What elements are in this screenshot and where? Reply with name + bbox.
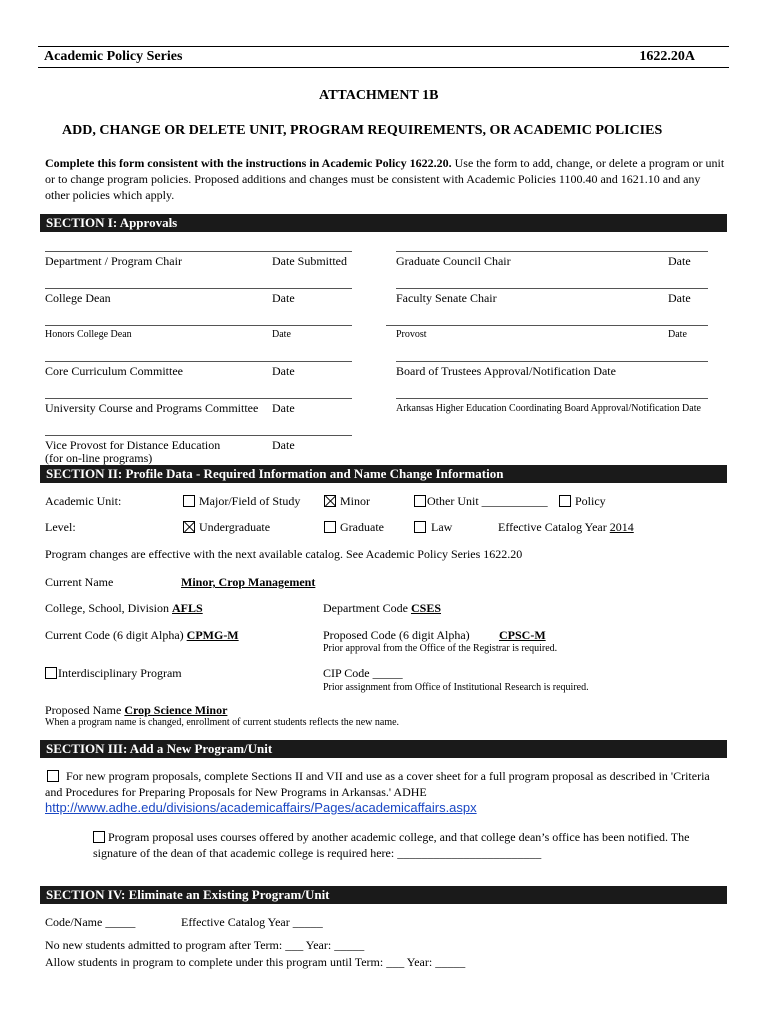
dept-code-label: Department Code	[323, 601, 408, 615]
catalog-year-label: Effective Catalog Year	[498, 520, 607, 534]
section2-header: SECTION II: Profile Data - Required Information and Name Change Information	[40, 465, 727, 483]
proposed-name-value: Crop Science Minor	[124, 703, 228, 717]
policy-number: 1622.20A	[639, 49, 695, 64]
law-label: Law	[431, 520, 453, 534]
graduate-label: Graduate	[340, 520, 384, 534]
sig-label-core-curriculum: Core Curriculum Committee	[45, 364, 183, 378]
section3-header: SECTION III: Add a New Program/Unit	[40, 740, 727, 758]
signature-line[interactable]	[396, 251, 708, 252]
cip-blank: _____	[372, 666, 403, 680]
intro-paragraph	[45, 155, 725, 203]
minor-label: Minor	[340, 494, 370, 508]
sig-label-provost: Provost	[396, 329, 427, 340]
college-value: AFLS	[172, 601, 203, 615]
name-change-note: When a program name is changed, enrollment of current students reflects the new name.	[45, 717, 400, 728]
signature-line[interactable]	[45, 288, 352, 289]
code-name-field[interactable]	[45, 915, 135, 930]
signature-line[interactable]	[45, 361, 352, 362]
adhe-link[interactable]: http://www.adhe.edu/divisions/academicaffairs/Pages/academicaffairs.aspx	[45, 800, 477, 815]
interdisciplinary-checkbox[interactable]	[45, 667, 57, 679]
signature-line[interactable]	[396, 361, 708, 362]
code-name-label: Code/Name	[45, 915, 103, 929]
proposed-code-label: Proposed Code (6 digit Alpha)	[323, 628, 470, 642]
sig-date-course-programs: Date	[272, 401, 295, 415]
graduate-checkbox[interactable]	[324, 521, 336, 533]
sig-label-board-trustees: Board of Trustees Approval/Notification Date	[396, 364, 616, 378]
elim-catalog-year-label: Effective Catalog Year	[181, 915, 290, 929]
signature-line[interactable]	[396, 288, 708, 289]
effective-note: Program changes are effective with the next available catalog. See Academic Policy Series 1622.20	[45, 547, 523, 561]
catalog-year-field[interactable]	[498, 520, 634, 535]
dept-code-value: CSES	[410, 601, 442, 615]
current-code-field[interactable]	[45, 628, 239, 643]
interdisciplinary-label: Interdisciplinary Program	[58, 666, 182, 680]
other-unit-checkbox[interactable]	[414, 495, 426, 507]
current-code-label: Current Code (6 digit Alpha)	[45, 628, 184, 642]
sig-label-faculty-senate: Faculty Senate Chair	[396, 291, 497, 305]
proposed-code-value[interactable]: CPSC-M	[499, 628, 546, 642]
sig-date-grad-council: Date	[668, 254, 691, 268]
sig-date-honors-dean: Date	[272, 329, 291, 340]
proposed-name-field[interactable]	[45, 703, 227, 718]
proposed-name-label: Proposed Name	[45, 703, 122, 717]
cip-note: Prior assignment from Office of Institutional Research is required.	[323, 682, 589, 693]
dept-code-field[interactable]	[323, 601, 441, 616]
section1-header: SECTION I: Approvals	[40, 214, 727, 232]
sig-label-honors-dean: Honors College Dean	[45, 329, 132, 340]
college-label: College, School, Division	[45, 601, 169, 615]
policy-label: Policy	[575, 494, 606, 508]
sig-date-core-curriculum: Date	[272, 364, 295, 378]
undergraduate-checkbox[interactable]	[183, 521, 195, 533]
catalog-year-value: 2014	[609, 520, 634, 534]
major-label: Major/Field of Study	[199, 494, 301, 508]
sig-label-course-programs: University Course and Programs Committee	[45, 401, 259, 415]
attachment-label: ATTACHMENT 1B	[319, 88, 439, 103]
other-unit-label: Other Unit ___________	[427, 494, 548, 508]
sig-label-dept-chair: Department / Program Chair	[45, 254, 182, 268]
sig-label-vice-provost: Vice Provost for Distance Education	[45, 438, 221, 452]
policy-series: Academic Policy Series	[44, 49, 183, 64]
form-title: ADD, CHANGE OR DELETE UNIT, PROGRAM REQUIREMENTS, OR ACADEMIC POLICIES	[62, 123, 663, 138]
other-college-courses-label: Program proposal uses courses offered by another academic college, and that college dean’s office has been notified. The signature of the dean of that academic college is required here: ________________________	[93, 830, 690, 860]
signature-line[interactable]	[396, 398, 708, 399]
elim-catalog-year-field[interactable]	[181, 915, 323, 930]
minor-checkbox[interactable]	[324, 495, 336, 507]
signature-line[interactable]	[45, 251, 352, 252]
academic-unit-label: Academic Unit:	[45, 494, 122, 508]
signature-line[interactable]	[45, 435, 352, 436]
elim-catalog-year-blank: _____	[292, 915, 323, 929]
code-name-blank: _____	[105, 915, 136, 929]
signature-line[interactable]	[386, 325, 708, 326]
proposed-code-note: Prior approval from the Office of the Registrar is required.	[323, 643, 558, 654]
sig-label-college-dean: College Dean	[45, 291, 111, 305]
policy-checkbox[interactable]	[559, 495, 571, 507]
signature-line[interactable]	[45, 325, 352, 326]
current-name-label: Current Name	[45, 575, 114, 589]
intro-bold: Complete this form consistent with the instructions in Academic Policy 1622.20.	[45, 156, 452, 170]
college-field[interactable]	[45, 601, 203, 616]
sig-date-provost: Date	[668, 329, 687, 340]
current-name-value[interactable]: Minor, Crop Management	[181, 575, 316, 589]
level-label: Level:	[45, 520, 76, 534]
intro-text: Use the form to add, change, or delete a program or unit or to change program policies. Proposed additions and changes must be consistent with Academic Policies 1100.40 and 1621.10 and any other policies which apply.	[45, 156, 725, 202]
current-code-value: CPMG-M	[186, 628, 239, 642]
cip-label: CIP Code	[323, 666, 370, 680]
document-header	[38, 46, 729, 68]
sig-sublabel-vice-provost: (for on-line programs)	[45, 451, 153, 465]
sig-label-grad-council: Graduate Council Chair	[396, 254, 511, 268]
major-checkbox[interactable]	[183, 495, 195, 507]
undergraduate-label: Undergraduate	[199, 520, 271, 534]
sig-date-dept-chair: Date Submitted	[272, 254, 347, 268]
sig-date-faculty-senate: Date	[668, 291, 691, 305]
other-college-courses-text	[93, 829, 725, 861]
sig-date-vice-provost: Date	[272, 438, 295, 452]
new-program-text: For new program proposals, complete Sections II and VII and use as a cover sheet for a full program proposal as described in 'Criteria and Procedures for Preparing Proposals for New Programs in Arkansas.' ADHE	[45, 769, 710, 799]
sig-date-college-dean: Date	[272, 291, 295, 305]
law-checkbox[interactable]	[414, 521, 426, 533]
cip-field[interactable]	[323, 666, 403, 681]
sig-label-adhe-board: Arkansas Higher Education Coordinating Board Approval/Notification Date	[396, 403, 701, 414]
no-new-students-line[interactable]: No new students admitted to program after Term: ___ Year: _____	[45, 938, 365, 952]
allow-students-line[interactable]: Allow students in program to complete under this program until Term: ___ Year: _____	[45, 955, 466, 969]
signature-line[interactable]	[45, 398, 352, 399]
section4-header: SECTION IV: Eliminate an Existing Program/Unit	[40, 886, 727, 904]
